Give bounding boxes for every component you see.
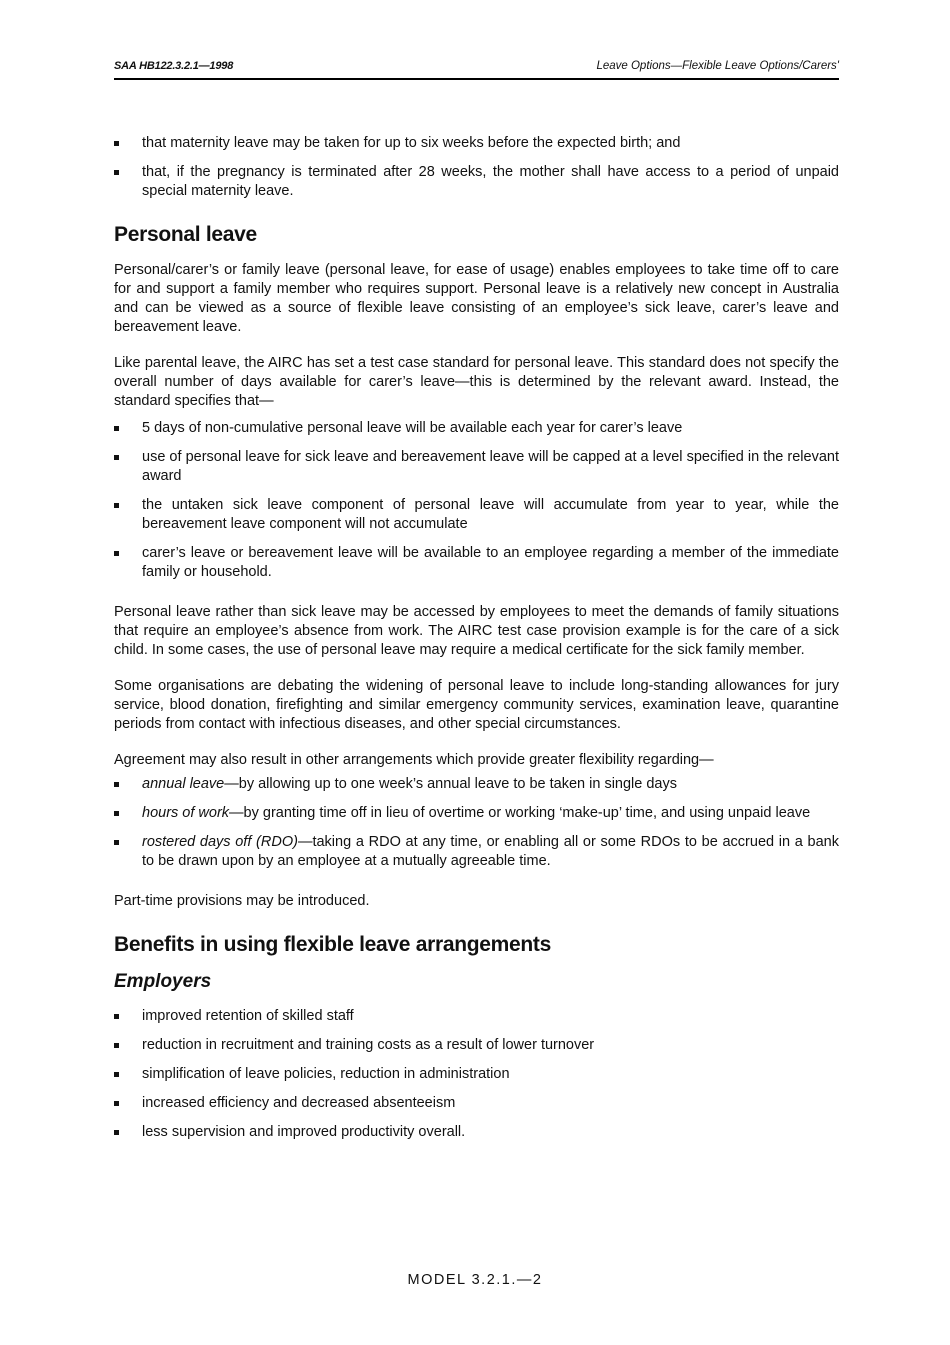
list-item: annual leave—by allowing up to one week’s annual leave to be taken in single days bbox=[114, 775, 839, 794]
square-bullet-icon bbox=[114, 811, 119, 816]
list-item: the untaken sick leave component of personal leave will accumulate from year to year, while the bereavement leave component will not accumulate bbox=[114, 496, 839, 534]
paragraph: Some organisations are debating the widening of personal leave to include long-standing allowances for jury service, blood donation, firefighting and similar emergency community services, examination leave, quarantine periods from contact with infectious diseases, and other special circumstances. bbox=[114, 678, 839, 732]
list-item: increased efficiency and decreased absenteeism bbox=[114, 1094, 839, 1113]
square-bullet-icon bbox=[114, 1014, 119, 1019]
square-bullet-icon bbox=[114, 1130, 119, 1135]
square-bullet-icon bbox=[114, 170, 119, 175]
paragraph: Agreement may also result in other arrangements which provide greater flexibility regarding— bbox=[114, 752, 714, 768]
intro-bullet-list bbox=[114, 134, 839, 201]
list-item: use of personal leave for sick leave and bereavement leave will be capped at a level specified in the relevant award bbox=[114, 448, 839, 486]
list-item: hours of work—by granting time off in lieu of overtime or working ‘make-up’ time, and using unpaid leave bbox=[114, 804, 839, 823]
running-title: Leave Options—Flexible Leave Options/Carers' bbox=[596, 60, 839, 72]
employer-benefits-list bbox=[114, 1007, 839, 1142]
list-item: that maternity leave may be taken for up to six weeks before the expected birth; and bbox=[114, 134, 839, 153]
standard-bullet-list bbox=[114, 419, 839, 582]
list-item: that, if the pregnancy is terminated after 28 weeks, the mother shall have access to a period of unpaid special maternity leave. bbox=[114, 163, 839, 201]
section-heading-benefits: Benefits in using flexible leave arrangements bbox=[114, 933, 551, 956]
arrangement-bullet-list bbox=[114, 775, 839, 871]
subheading-employers: Employers bbox=[114, 971, 212, 992]
square-bullet-icon bbox=[114, 426, 119, 431]
paragraph: Personal/carer’s or family leave (personal leave, for ease of usage) enables employees to take time off to care for and support a family member who requires support. Personal leave is a relatively new concept in Australia and can be viewed as a source of flexible leave consisting of an employee’s sick leave, carer’s leave and bereavement leave. bbox=[114, 262, 839, 335]
list-item: carer’s leave or bereavement leave will be available to an employee regarding a member of the immediate family or household. bbox=[114, 544, 839, 582]
page-footer: MODEL 3.2.1.—2 bbox=[407, 1272, 543, 1288]
page-header bbox=[114, 60, 839, 80]
paragraph: Personal leave rather than sick leave may be accessed by employees to meet the demands of family situations that require an employee’s absence from work. The AIRC test case provision example is for the care of a sick child. In some cases, the use of personal leave may require a medical certificate for the sick family member. bbox=[114, 604, 839, 658]
square-bullet-icon bbox=[114, 1101, 119, 1106]
paragraph: Part-time provisions may be introduced. bbox=[114, 893, 370, 909]
square-bullet-icon bbox=[114, 840, 119, 845]
square-bullet-icon bbox=[114, 551, 119, 556]
list-item: improved retention of skilled staff bbox=[114, 1007, 839, 1026]
square-bullet-icon bbox=[114, 503, 119, 508]
list-item: simplification of leave policies, reduction in administration bbox=[114, 1065, 839, 1084]
square-bullet-icon bbox=[114, 455, 119, 460]
square-bullet-icon bbox=[114, 782, 119, 787]
list-item: 5 days of non-cumulative personal leave will be available each year for carer’s leave bbox=[114, 419, 839, 438]
square-bullet-icon bbox=[114, 1072, 119, 1077]
square-bullet-icon bbox=[114, 1043, 119, 1048]
paragraph: Like parental leave, the AIRC has set a test case standard for personal leave. This standard does not specify the overall number of days available for carer’s leave—this is determined by the relevant award. Instead, the standard specifies that— bbox=[114, 355, 839, 409]
list-item: rostered days off (RDO)—taking a RDO at any time, or enabling all or some RDOs to be accrued in a bank to be drawn upon by an employee at a mutually agreeable time. bbox=[114, 833, 839, 871]
document-code: SAA HB122.3.2.1—1998 bbox=[114, 60, 234, 72]
page-content bbox=[114, 134, 839, 1152]
square-bullet-icon bbox=[114, 141, 119, 146]
section-heading-personal-leave: Personal leave bbox=[114, 223, 257, 246]
list-item: reduction in recruitment and training costs as a result of lower turnover bbox=[114, 1036, 839, 1055]
list-item: less supervision and improved productivity overall. bbox=[114, 1123, 839, 1142]
